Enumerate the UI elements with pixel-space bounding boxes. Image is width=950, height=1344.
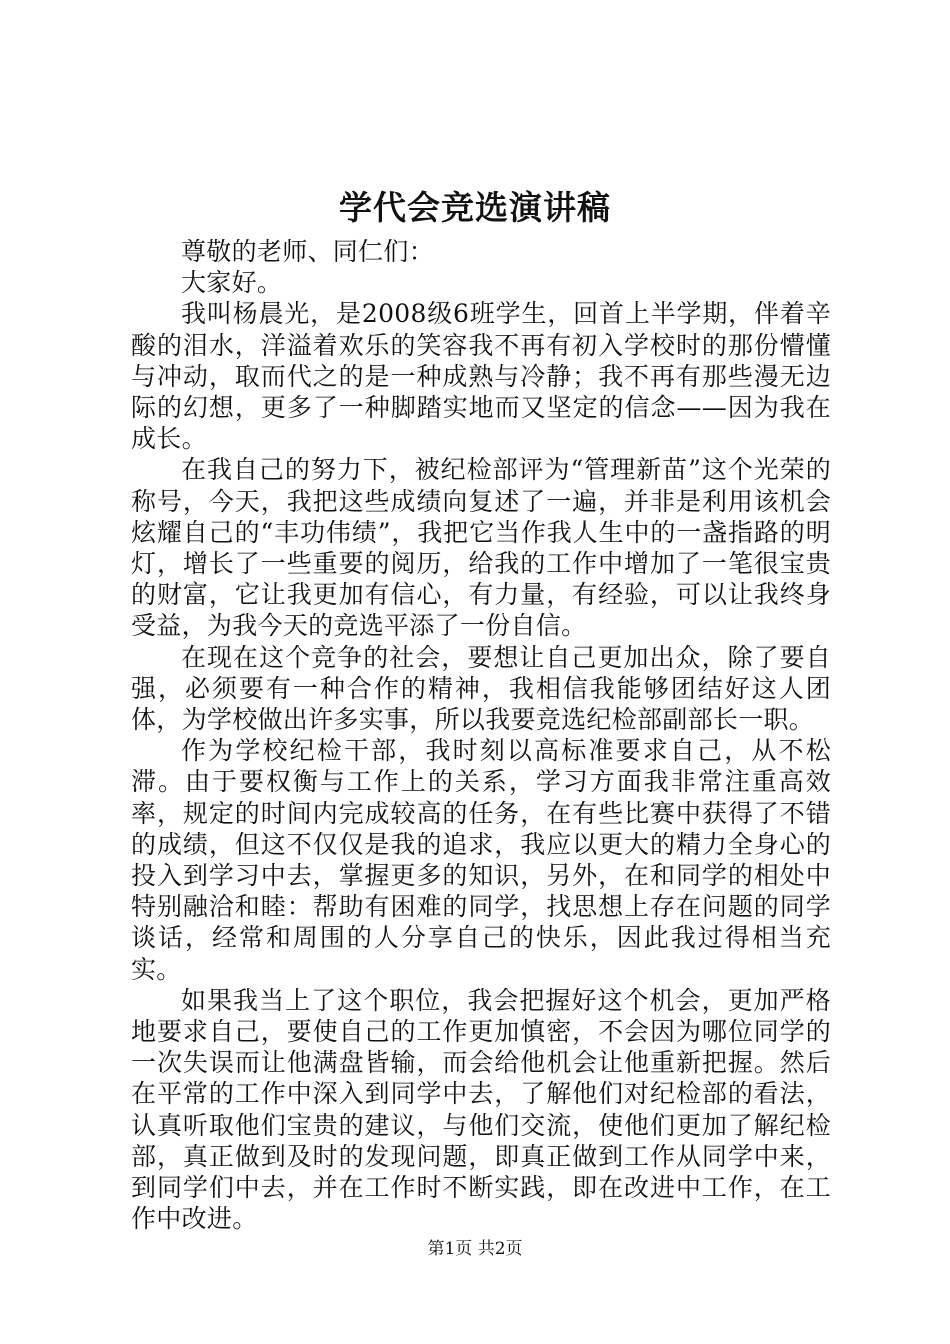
document-title: 学代会竞选演讲稿 (339, 188, 611, 227)
paragraph-candidacy: 在现在这个竞争的社会，要想让自己更加出众，除了要自强，必须要有一种合作的精神，我相信我能够团结好这人团体，为学校做出许多实事，所以我要竞选纪检部副部长一职。 (131, 642, 831, 735)
paragraph-introduction: 我叫杨晨光，是2008级6班学生，回首上半学期，伴着辛酸的泪水，洋溢着欢乐的笑容我不再有初入学校时的那份懵懂与冲动，取而代之的是一种成熟与冷静；我不再有那些漫无边际的幻想，更多了一种脚踏实地而又坚定的信念——因为我在成长。 (131, 299, 831, 454)
page-footer: 第1页 共2页 (427, 1239, 523, 1259)
document-body (131, 236, 831, 1235)
salutation: 尊敬的老师、同仁们： (181, 237, 435, 266)
paragraph-experience: 作为学校纪检干部，我时刻以高标准要求自己，从不松滞。由于要权衡与工作上的关系，学习方面我非常注重高效率，规定的时间内完成较高的任务，在有些比赛中获得了不错的成绩，但这不仅仅是我的追求，我应以更大的精力全身心的投入到学习中去，掌握更多的知识，另外，在和同学的相处中特别融洽和睦：帮助有困难的同学，找思想上存在问题的同学谈话，经常和周围的人分享自己的快乐，因此我过得相当充实。 (131, 736, 831, 984)
paragraph-honor: 在我自己的努力下，被纪检部评为“管理新苗”这个光荣的称号，今天，我把这些成绩向复述了一遍，并非是利用该机会炫耀自己的“丰功伟绩”，我把它当作我人生中的一盏指路的明灯，增长了一些重要的阅历，给我的工作中增加了一笔很宝贵的财富，它让我更加有信心，有力量，有经验，可以让我终身受益，为我今天的竞选平添了一份自信。 (131, 455, 831, 641)
greeting: 大家好。 (181, 268, 283, 298)
paragraph-plan: 如果我当上了这个职位，我会把握好这个机会，更加严格地要求自己，要使自己的工作更加慎密，不会因为哪位同学的一次失误而让他满盘皆输，而会给他机会让他重新把握。然后在平常的工作中深入到同学中去，了解他们对纪检部的看法，认真听取他们宝贵的建议，与他们交流，使他们更加了解纪检部，真正做到及时的发现问题，即真正做到工作从同学中来，到同学们中去，并在工作时不断实践，即在改进中工作，在工作中改进。 (131, 985, 831, 1234)
